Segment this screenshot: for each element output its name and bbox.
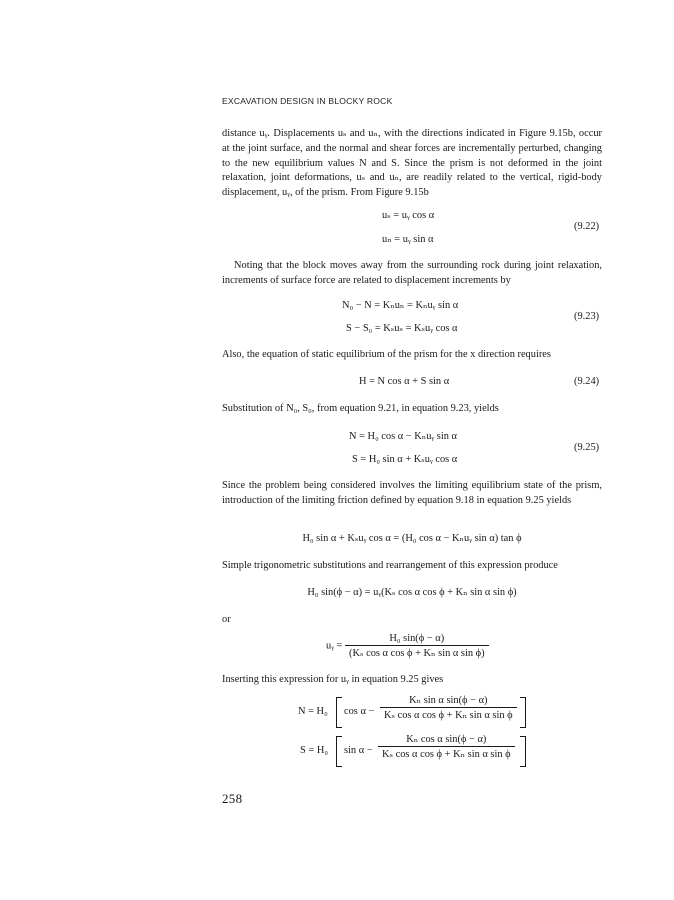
equation-trig-rearranged: H₀ sin(ϕ − α) = uᵧ(Kₛ cos α cos ϕ + Kₙ sin α sin ϕ): [307, 587, 517, 598]
equation-N-denominator: Kₛ cos α cos ϕ + Kₙ sin α sin ϕ: [384, 710, 513, 721]
equation-S-right-bracket: [520, 736, 526, 767]
page-number: 258: [222, 791, 243, 806]
paragraph-inserting: Inserting this expression for uᵧ in equation 9.25 gives: [222, 674, 444, 685]
equation-N-lhs: N = H₀: [298, 706, 328, 717]
connector-or: or: [222, 614, 231, 625]
equation-number-9-24: (9.24): [574, 376, 600, 387]
equation-uy-denominator: (Kₛ cos α cos ϕ + Kₙ sin α sin ϕ): [349, 648, 485, 659]
paragraph-substitution: Substitution of N₀, S₀, from equation 9.21, in equation 9.23, yields: [222, 403, 499, 414]
equation-9-22-line1: uₛ = uᵧ cos α: [382, 210, 435, 221]
equation-9-23-line1: N₀ − N = Kₙuₙ = Kₙuᵧ sin α: [342, 300, 459, 311]
equation-N-first-term: cos α −: [344, 706, 375, 717]
equation-S-denominator: Kₛ cos α cos ϕ + Kₙ sin α sin ϕ: [382, 749, 511, 760]
equation-uy: [326, 633, 489, 659]
equation-9-25-line1: N = H₀ cos α − Kₙuᵧ sin α: [349, 431, 457, 442]
paragraph-trig-substitution: Simple trigonometric substitutions and rearrangement of this expression produce: [222, 560, 558, 571]
equation-number-9-22: (9.22): [574, 221, 600, 232]
equation-N-left-bracket: [336, 697, 342, 728]
equation-S-fraction: [378, 733, 515, 760]
equation-number-9-25: (9.25): [574, 442, 600, 453]
equation-S-numerator: Kₙ cos α sin(ϕ − α): [378, 733, 515, 747]
equation-N-fraction: [380, 694, 517, 721]
equation-uy-numerator: H₀ sin(ϕ − α): [345, 633, 489, 646]
equation-number-9-23: (9.23): [574, 311, 600, 322]
equation-S-left-bracket: [336, 736, 342, 767]
equation-9-22-line2: uₙ = uᵧ sin α: [382, 234, 434, 245]
equation-N-right-bracket: [520, 697, 526, 728]
paragraph-static-equilibrium: Also, the equation of static equilibrium of the prism for the x direction requires: [222, 349, 551, 360]
equation-9-25-line2: S = H₀ sin α + Kₛuᵧ cos α: [352, 454, 458, 465]
equation-limiting-friction: H₀ sin α + Kₛuᵧ cos α = (H₀ cos α − Kₙuᵧ sin α) tan ϕ: [302, 533, 522, 544]
equation-uy-lhs: uᵧ =: [326, 640, 343, 652]
equation-9-23-line2: S − S₀ = Kₛuₛ = Kₛuᵧ cos α: [346, 323, 458, 334]
running-header: EXCAVATION DESIGN IN BLOCKY ROCK: [222, 96, 393, 106]
paragraph-limiting-equilibrium: Since the problem being considered involves the limiting equilibrium state of the prism, introduction of the limiting friction defined by equation 9.18 in equation 9.25 yields: [222, 480, 602, 506]
equation-S-first-term: sin α −: [344, 745, 373, 756]
equation-S-lhs: S = H₀: [300, 745, 328, 756]
paragraph-surface-force: Noting that the block moves away from the surrounding rock during joint relaxation, increments of surface force are related to displacement increments by: [222, 260, 602, 286]
equation-uy-fraction: [345, 633, 489, 659]
equation-N-numerator: Kₙ sin α sin(ϕ − α): [380, 694, 517, 708]
paragraph-displacements: distance uᵧ. Displacements uₛ and uₙ, with the directions indicated in Figure 9.15b, occur at the joint surface, and the normal and shear forces are incrementally perturbed, changing to the new equilibrium values N and S. Since the prism is not deformed in the joint relaxation, joint deformations, uₛ and uₙ, are readily related to the vertical, rigid-body displacement, uᵧ, of the prism. From Figure 9.15b: [222, 128, 602, 199]
equation-9-24: H = N cos α + S sin α: [359, 376, 450, 387]
